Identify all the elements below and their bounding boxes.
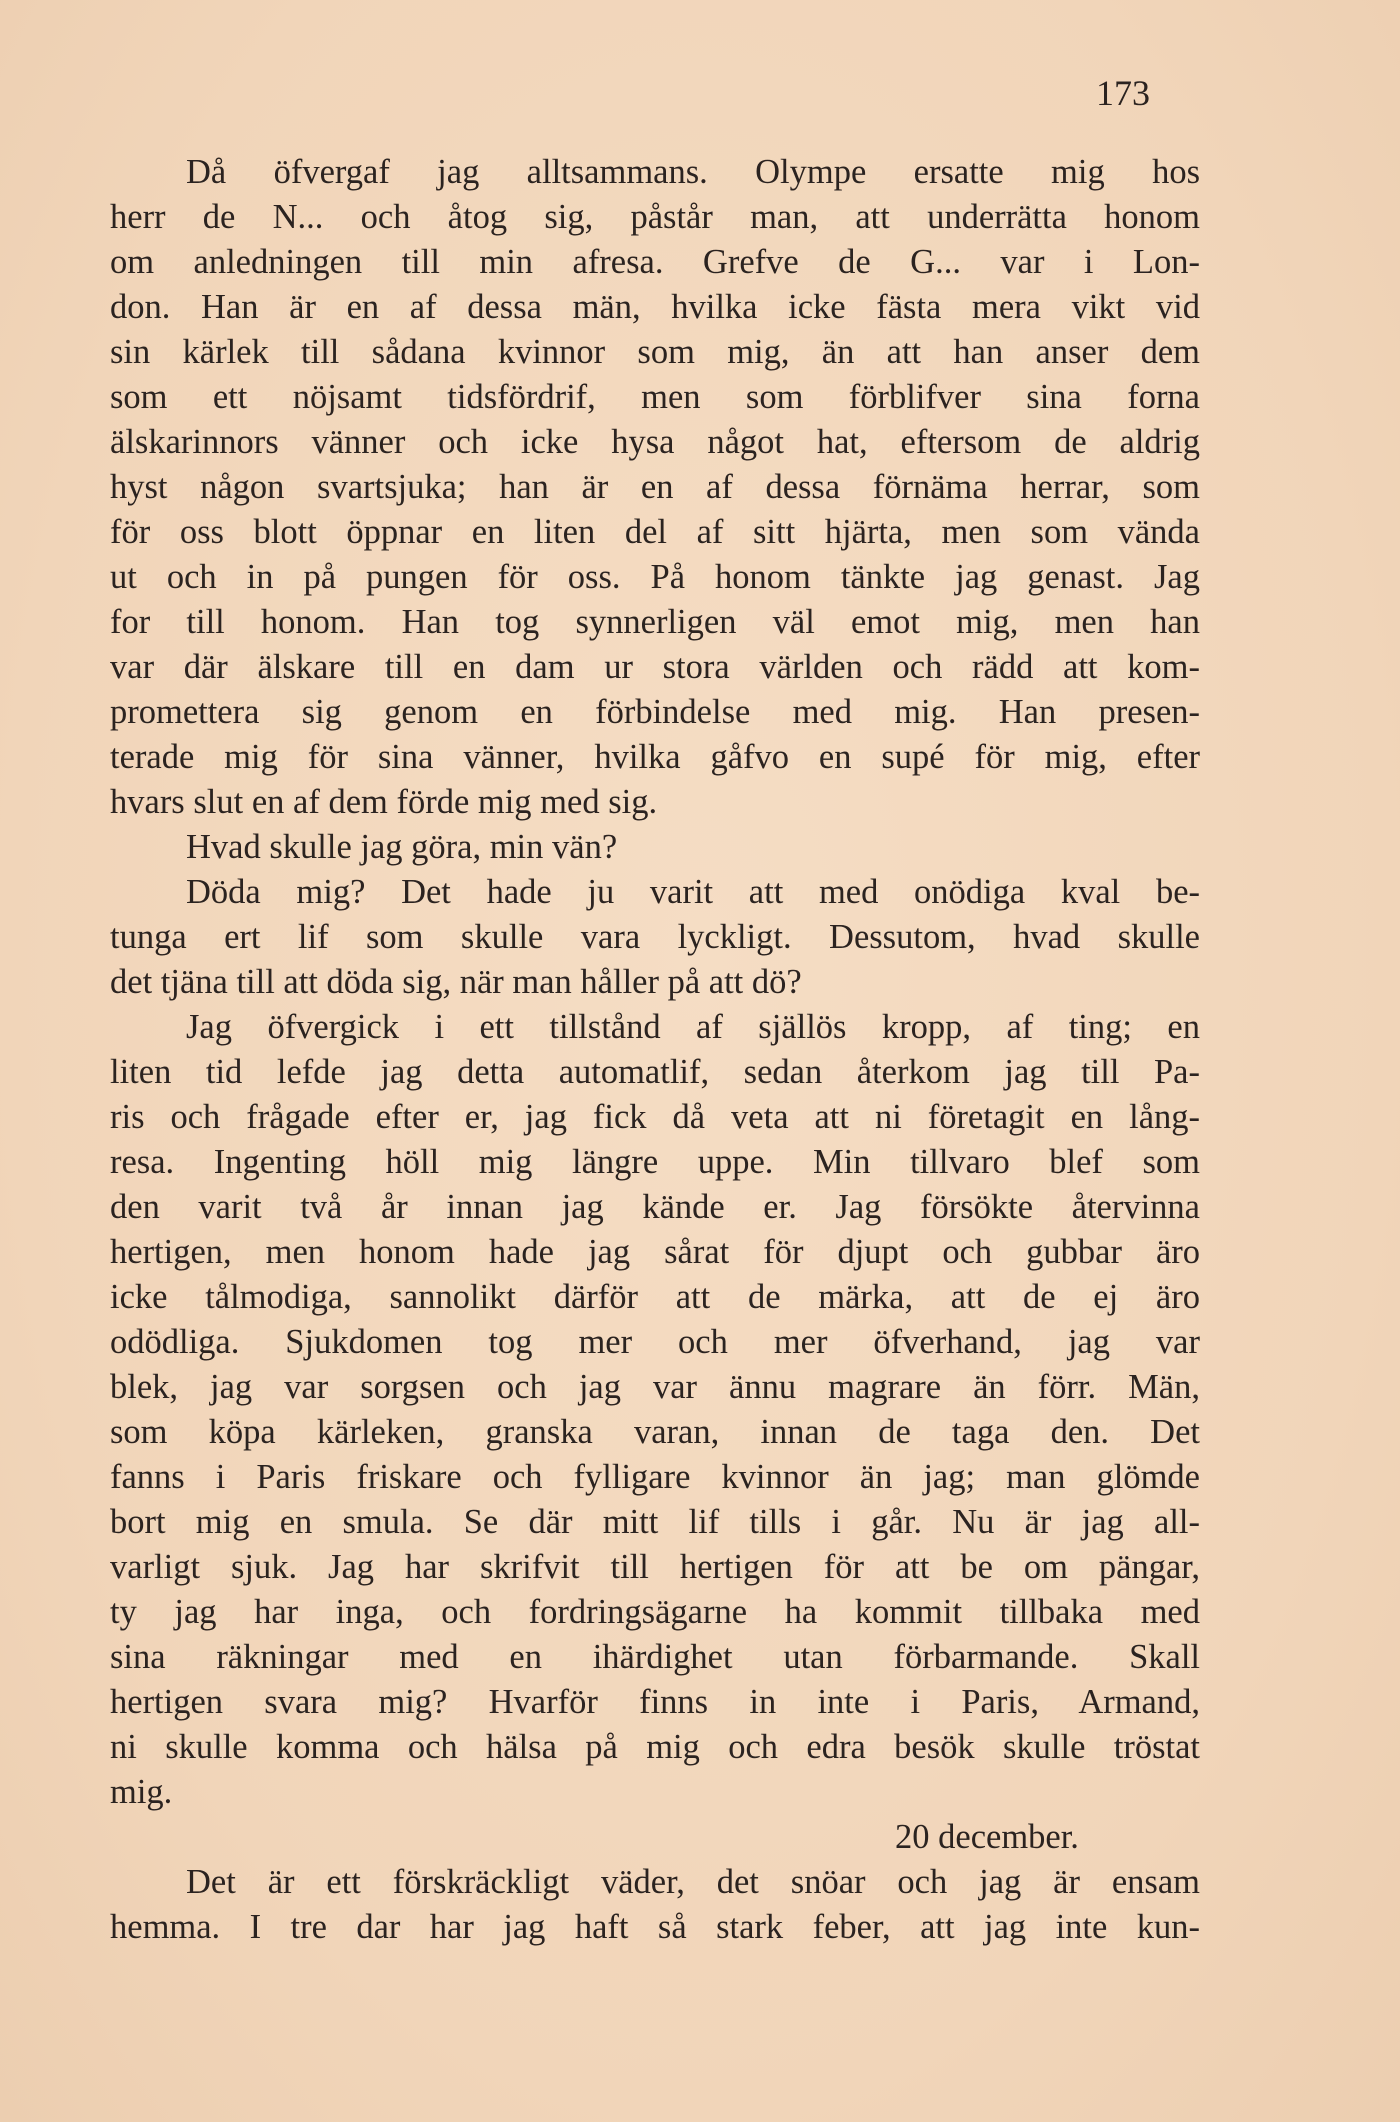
date-heading: 20 december. (895, 1818, 1079, 1856)
text-line: sin kärlek till sådana kvinnor som mig, än att han anser dem (110, 333, 1200, 371)
text-line: Döda mig? Det hade ju varit att med onödiga kval be- (186, 873, 1200, 911)
text-line: som köpa kärleken, granska varan, innan de taga den. Det (110, 1413, 1200, 1451)
text-line: sina räkningar med en ihärdighet utan förbarmande. Skall (110, 1638, 1200, 1676)
text-line: tunga ert lif som skulle vara lyckligt. Dessutom, hvad skulle (110, 918, 1200, 956)
text-line: liten tid lefde jag detta automatlif, sedan återkom jag till Pa- (110, 1053, 1200, 1091)
text-line: hertigen, men honom hade jag sårat för djupt och gubbar äro (110, 1233, 1200, 1271)
page-number: 173 (1096, 73, 1150, 113)
text-line: mig. (110, 1773, 173, 1811)
text-line: ris och frågade efter er, jag fick då veta att ni företagit en lång- (110, 1098, 1200, 1136)
text-line: Jag öfvergick i ett tillstånd af själlös kropp, af ting; en (186, 1008, 1200, 1046)
text-line: hemma. I tre dar har jag haft så stark feber, att jag inte kun- (110, 1908, 1200, 1946)
text-line: herr de N... och åtog sig, påstår man, att underrätta honom (110, 198, 1200, 236)
text-line: terade mig för sina vänner, hvilka gåfvo en supé för mig, efter (110, 738, 1200, 776)
text-line: det tjäna till att döda sig, när man håller på att dö? (110, 963, 802, 1001)
text-line: varligt sjuk. Jag har skrifvit till hertigen för att be om pängar, (110, 1548, 1200, 1586)
text-line: Hvad skulle jag göra, min vän? (186, 828, 618, 866)
text-line: hertigen svara mig? Hvarför finns in inte i Paris, Armand, (110, 1683, 1200, 1721)
text-line: resa. Ingenting höll mig längre uppe. Min tillvaro blef som (110, 1143, 1200, 1181)
text-line: promettera sig genom en förbindelse med mig. Han presen- (110, 693, 1200, 731)
text-line: icke tålmodiga, sannolikt därför att de märka, att de ej äro (110, 1278, 1200, 1316)
text-line: odödliga. Sjukdomen tog mer och mer öfverhand, jag var (110, 1323, 1200, 1361)
text-line: för oss blott öppnar en liten del af sitt hjärta, men som vända (110, 513, 1200, 551)
text-line: bort mig en smula. Se där mitt lif tills i går. Nu är jag all- (110, 1503, 1200, 1541)
text-line: hyst någon svartsjuka; han är en af dessa förnäma herrar, som (110, 468, 1200, 506)
text-line: ty jag har inga, och fordringsägarne ha kommit tillbaka med (110, 1593, 1200, 1631)
text-line: om anledningen till min afresa. Grefve de G... var i Lon- (110, 243, 1200, 281)
text-line: fanns i Paris friskare och fylligare kvinnor än jag; man glömde (110, 1458, 1200, 1496)
body-text (110, 150, 1200, 1950)
text-line: som ett nöjsamt tidsfördrif, men som förblifver sina forna (110, 378, 1200, 416)
text-line: ut och in på pungen för oss. På honom tänkte jag genast. Jag (110, 558, 1200, 596)
text-line: älskarinnors vänner och icke hysa något hat, eftersom de aldrig (110, 423, 1200, 461)
text-line: Det är ett förskräckligt väder, det snöar och jag är ensam (186, 1863, 1200, 1901)
text-line: var där älskare till en dam ur stora världen och rädd att kom- (110, 648, 1200, 686)
text-line: Då öfvergaf jag alltsammans. Olympe ersatte mig hos (186, 153, 1200, 191)
text-line: don. Han är en af dessa män, hvilka icke fästa mera vikt vid (110, 288, 1200, 326)
text-line: ni skulle komma och hälsa på mig och edra besök skulle tröstat (110, 1728, 1200, 1766)
text-line: blek, jag var sorgsen och jag var ännu magrare än förr. Män, (110, 1368, 1200, 1406)
text-line: hvars slut en af dem förde mig med sig. (110, 783, 658, 821)
text-line: den varit två år innan jag kände er. Jag försökte återvinna (110, 1188, 1200, 1226)
text-line: for till honom. Han tog synnerligen väl emot mig, men han (110, 603, 1200, 641)
